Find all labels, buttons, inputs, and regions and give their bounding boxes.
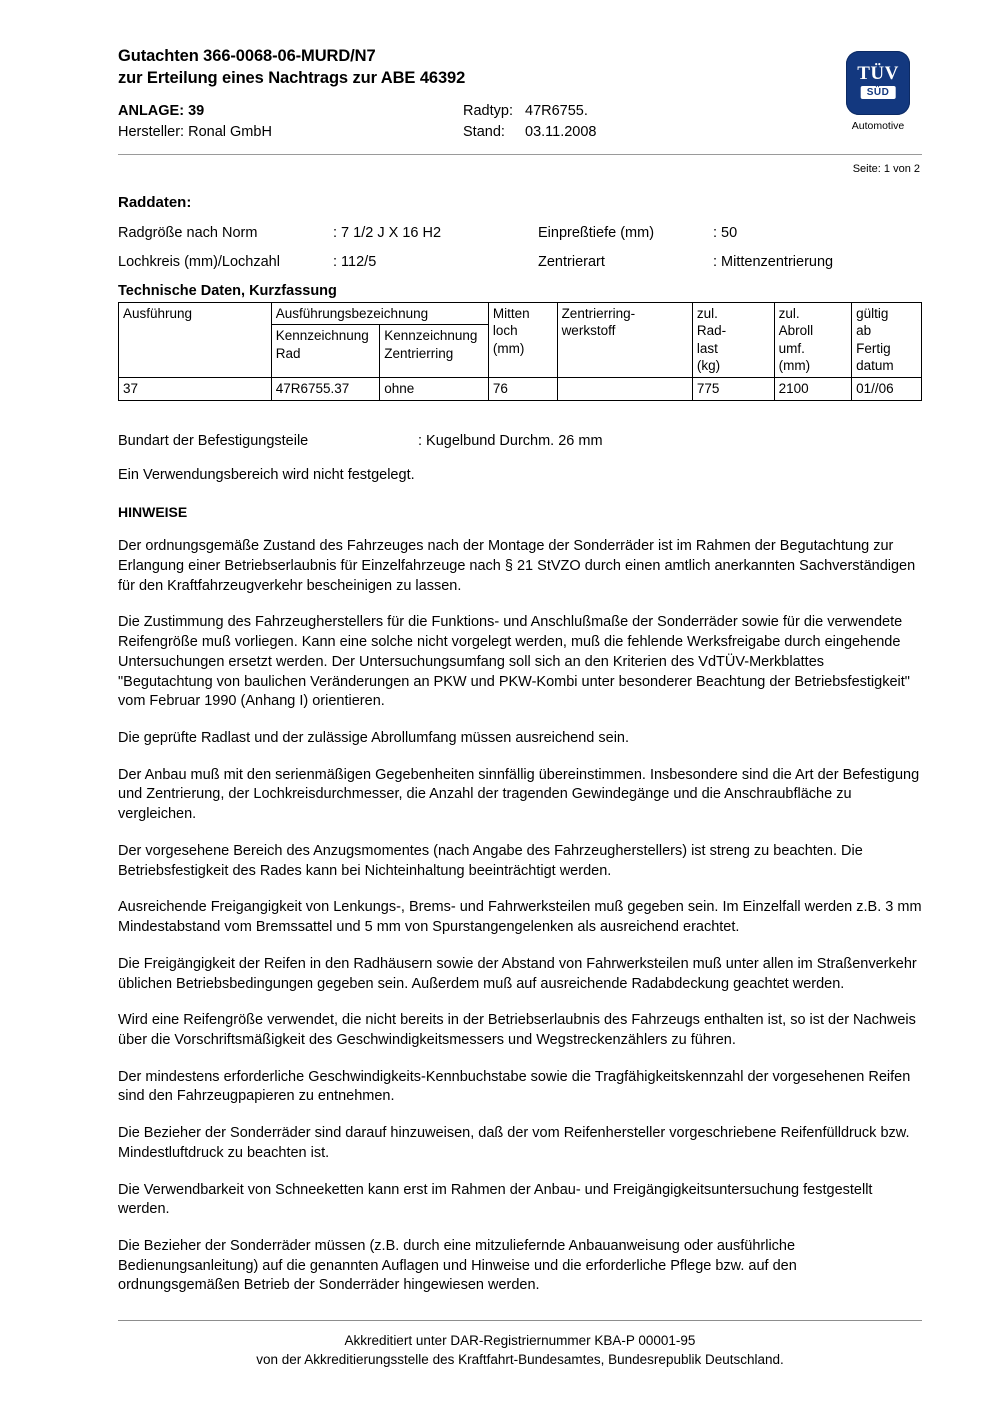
technische-daten-table: [118, 302, 922, 401]
th-radlast-l3: last: [696, 340, 718, 356]
zentrierart-label: Zentrierart: [538, 254, 605, 271]
hinweis-paragraph: Die Bezieher der Sonderräder sind darauf hinzuweisen, daß der vom Reifenhersteller vorgeschriebene Reifenfülldruck bzw. Mindestluftdruck zu beachten ist.: [118, 1125, 910, 1161]
stand-value: 03.11.2008: [525, 124, 597, 141]
raddaten-row: [118, 225, 922, 241]
hinweise-heading: HINWEISE: [118, 504, 188, 521]
th-ausfuehrungsbezeichnung: Ausführungsbezeichnung: [271, 303, 488, 325]
th-gueltig-l4: datum: [856, 357, 894, 373]
th-kennzeichnung-zentrierring-l2: Zentrierring: [384, 345, 454, 361]
radgroesse-label: Radgröße nach Norm: [118, 225, 258, 242]
cell-zentrierringwerkstoff: [557, 378, 692, 400]
sud-logo-text: SÜD: [861, 86, 896, 99]
lochkreis-label: Lochkreis (mm)/Lochzahl: [118, 254, 280, 271]
th-radlast-l4: (kg): [696, 357, 721, 373]
einpresstiefe-value: : 50: [713, 225, 738, 242]
cell-gueltig-ab: 01//06: [852, 378, 922, 400]
th-kennzeichnung-zentrierring: [380, 325, 489, 378]
anlage-label: ANLAGE: 39: [118, 102, 205, 119]
verwendungsbereich-text: Ein Verwendungsbereich wird nicht festgelegt.: [118, 466, 415, 483]
hinweis-paragraph: Ausreichende Freigangigkeit von Lenkungs-, Brems- und Fahrwerksteilen muß gegeben sein. Im Einzelfall werden z.B. 3 mm Mindestabstand vom Bremssattel und 5 mm von Spurstangengelenken als ausreichend erachtet.: [118, 899, 922, 936]
table-header-row: [119, 303, 922, 325]
th-ausfuehrung: Ausführung: [119, 303, 272, 378]
th-kennzeichnung-rad-l1: Kennzeichnung: [275, 328, 369, 344]
th-zentrierringwerkstoff-l1: Zentrierring-: [561, 306, 636, 322]
hinweis-paragraph: Die geprüfte Radlast und der zulässige Abrollumfang müssen ausreichend sein.: [118, 730, 630, 747]
th-zentrierringwerkstoff-l2: werkstoff: [561, 323, 616, 339]
header-meta-left: [118, 101, 463, 145]
title-line-1: Gutachten 366-0068-06-MURD/N7: [118, 47, 376, 65]
hinweis-paragraph: Die Zustimmung des Fahrzeugherstellers für die Funktions- und Anschlußmaße der Sonderräder sowie für die verwendete Reifengröße muß vorliegen. Kann eine solche nicht vorgelegt werden, muß die fehlende Werksfreigabe durch eingehende Untersuchungen ersetzt werden. Der Untersuchungsumfang soll sich an den Kriterien des VdTÜV-Merkblattes "Begutachtung von baulichen Veränderungen an PKW und PKW-Kombi unter besonderer Beachtung der Betriebsfestigkeit" vom Februar 1990 (Anhang I) orientieren.: [118, 614, 910, 710]
th-gueltig-l2: ab: [856, 323, 872, 339]
tuv-badge-icon: [846, 51, 910, 115]
einpresstiefe-label: Einpreßtiefe (mm): [538, 225, 655, 242]
th-abrollumfang-l1: zul.: [778, 306, 800, 322]
th-radlast-l2: Rad-: [696, 323, 727, 339]
header-divider: [118, 154, 922, 155]
lochkreis-value: : 112/5: [333, 254, 377, 271]
bundart-line: [118, 433, 922, 449]
hinweis-paragraph: Die Verwendbarkeit von Schneeketten kann erst im Rahmen der Anbau- und Freigängigkeitsuntersuchung festgestellt werden.: [118, 1181, 873, 1218]
th-mittenloch: [488, 303, 557, 378]
th-abrollumfang-l4: (mm): [778, 357, 811, 373]
header-meta: [118, 101, 922, 145]
footer-line-2: von der Akkreditierungsstelle des Kraftfahrt-Bundesamtes, Bundesrepublik Deutschland.: [256, 1352, 784, 1368]
bundart-label: Bundart der Befestigungsteile: [118, 432, 309, 449]
raddaten-grid: [118, 225, 922, 270]
footer-line-1: Akkreditiert unter DAR-Registriernummer KBA-P 00001-95: [344, 1332, 696, 1348]
hinweis-paragraph: Der Anbau muß mit den serienmäßigen Gegebenheiten sinnfällig übereinstimmen. Insbesondere sind die Art der Befestigung und Zentrierung, der Lochkreisdurchmesser, die Anzahl der tragenden Gewindegänge und die Anschraubfläche zu vergleichen.: [118, 766, 920, 823]
document-footer: [118, 1320, 922, 1370]
hinweis-paragraph: Die Freigängigkeit der Reifen in den Radhäusern sowie der Abstand von Fahrwerksteilen muß unter allen im Straßenverkehr üblichen Betriebsbedingungen gegeben sein. Außerdem muß auf ausreichende Radabdeckung geachtet werden.: [118, 955, 917, 992]
raddaten-row: [118, 254, 922, 270]
cell-radlast: 775: [692, 378, 774, 400]
table-row: [119, 378, 922, 400]
hersteller-value: Ronal GmbH: [188, 124, 272, 141]
th-gueltig-ab: [852, 303, 922, 378]
befestigung-block: [118, 433, 922, 449]
hinweis-paragraph: Der vorgesehene Bereich des Anzugsmomentes (nach Angabe des Fahrzeugherstellers) ist streng zu beachten. Die Betriebsfestigkeit des Rades kann bei Nichteinhaltung beeinträchtigt werden.: [118, 842, 863, 879]
page-indicator: Seite: 1 von 2: [852, 163, 920, 176]
th-gueltig-l1: gültig: [856, 306, 889, 322]
th-abrollumfang: [774, 303, 851, 378]
cell-abrollumfang: 2100: [774, 378, 851, 400]
th-abrollumfang-l3: umf.: [778, 340, 805, 356]
title-line-2: zur Erteilung eines Nachtrags zur ABE 46392: [118, 69, 466, 88]
th-mittenloch-l1: Mitten: [492, 306, 530, 322]
footer-divider: [118, 1320, 922, 1321]
stand-label: Stand:: [463, 124, 505, 141]
th-mittenloch-l2: loch: [492, 323, 518, 339]
zentrierart-value: : Mittenzentrierung: [713, 254, 834, 271]
th-kennzeichnung-zentrierring-l1: Kennzeichnung: [384, 328, 478, 344]
tuv-sud-logo: [830, 51, 926, 132]
th-kennzeichnung-rad-l2: Rad: [275, 345, 301, 361]
th-abrollumfang-l2: Abroll: [778, 323, 814, 339]
hinweis-paragraph: Die Bezieher der Sonderräder müssen (z.B. durch eine mitzuliefernde Anbauanweisung oder ausführliche Bedienungsanleitung) auf die genannten Auflagen und Hinweise und die erforderliche Pflege bzw. auf den ordnungsgemäßen Betrieb der Sonderräder hingewiesen werden.: [118, 1237, 797, 1294]
cell-mittenloch: 76: [488, 378, 557, 400]
bundart-value: : Kugelbund Durchm. 26 mm: [418, 432, 603, 449]
radtyp-value: 47R6755.: [525, 102, 588, 119]
raddaten-heading: Raddaten:: [118, 194, 192, 212]
technische-daten-heading: Technische Daten, Kurzfassung: [118, 283, 337, 300]
cell-ausfuehrung: 37: [119, 378, 272, 400]
radtyp-label: Radtyp:: [463, 102, 513, 119]
radgroesse-value: : 7 1/2 J X 16 H2: [333, 225, 442, 242]
hinweis-paragraph: Wird eine Reifengröße verwendet, die nicht bereits in der Betriebserlaubnis des Fahrzeugs enthalten ist, so ist der Nachweis über die Vorschriftsmäßigkeit des Geschwindigkeitsmessers und Wegstreckenzählers zu führen.: [118, 1012, 916, 1048]
hinweis-paragraph: Der mindestens erforderliche Geschwindigkeits-Kennbuchstabe sowie die Tragfähigkeitskennzahl der vorgesehenen Reifen sind den Fahrzeugpapieren zu entnehmen.: [118, 1068, 911, 1105]
tuv-logo-text: TÜV: [857, 63, 899, 84]
page-title: [118, 45, 922, 90]
th-zentrierringwerkstoff: [557, 303, 692, 378]
tuv-logo-caption: Automotive: [851, 120, 905, 132]
th-radlast-l1: zul.: [696, 306, 718, 322]
cell-kennzeichnung-rad: 47R6755.37: [271, 378, 380, 400]
th-kennzeichnung-rad: [271, 325, 380, 378]
th-mittenloch-l3: (mm): [492, 340, 525, 356]
hersteller-line: [118, 122, 463, 144]
cell-kennzeichnung-zentrierring: ohne: [380, 378, 489, 400]
hinweis-paragraph: Der ordnungsgemäße Zustand des Fahrzeuges nach der Montage der Sonderräder ist im Rahmen der Begutachtung zur Erlangung einer Betriebserlaubnis für Einzelfahrzeuge nach § 21 StVZO durch einen amtlich anerkannten Sachverständigen für den Kraftfahrzeugverkehr bescheinigen zu lassen.: [118, 538, 916, 594]
hersteller-label: Hersteller:: [118, 124, 185, 141]
document-header: [118, 45, 922, 144]
th-radlast: [692, 303, 774, 378]
th-gueltig-l3: Fertig: [856, 340, 891, 356]
